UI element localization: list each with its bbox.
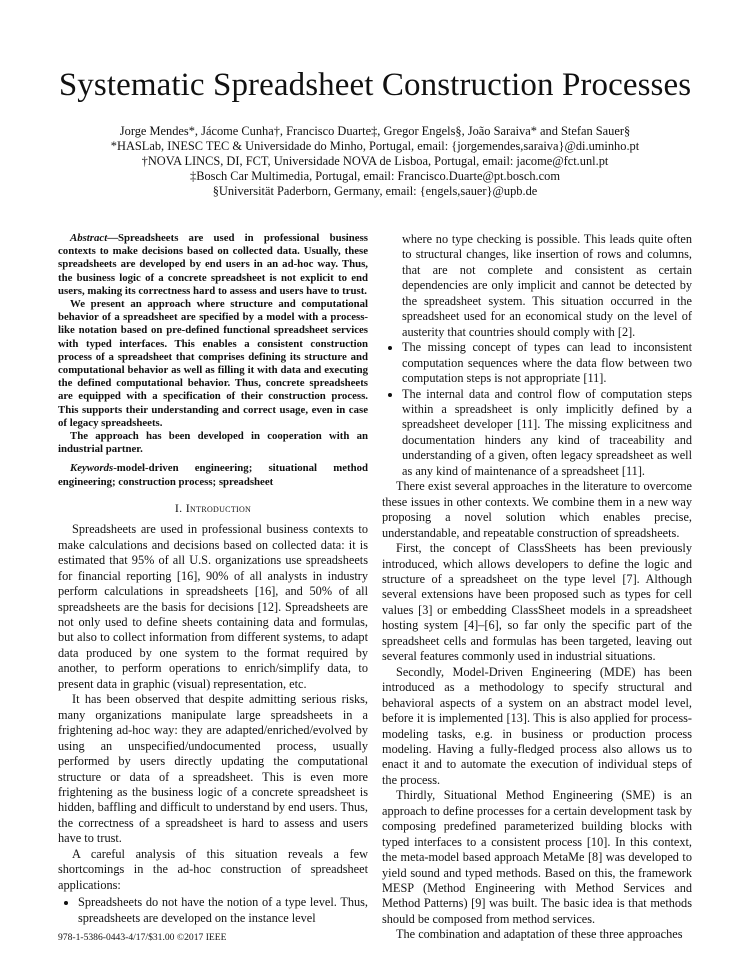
- body-paragraph-5: The combination and adaptation of these three approaches: [396, 927, 683, 942]
- body-paragraph-4: Thirdly, Situational Method Engineering (SME) is an approach to define processes for a certain development task by composing predefined parameterized building blocks with typed interfaces to a consistent process [10]. In this context, the meta-model based approach MetaMe [8] was developed to yield sound and typed methods. Based on this, the framework MESP (Method Engineering with Method Services and Method Patterns) [9] was built. The basic idea is that methods should be composed from method services.: [382, 788, 692, 926]
- abstract: [58, 232, 368, 456]
- list-item: • The missing concept of types can lead to inconsistent computation sequences where the data flow between two computation steps is not appropriate [11].: [402, 340, 692, 386]
- bullet-continuation: where no type checking is possible. This leads quite often to structural changes, like insertion of rows and columns, that are not complete and consistent as certain dependencies are only implicit and cannot be detected by the spreadsheet system. This situation occurred in the spreadsheet used for an economical study on the level of austerity that countries should comply with [2].: [402, 232, 692, 339]
- abstract-label: Abstract: [70, 232, 108, 244]
- affiliation-bosch: ‡Bosch Car Multimedia, Portugal, email: Francisco.Duarte@pt.bosch.com: [190, 169, 560, 183]
- keywords-label: Keywords: [70, 462, 114, 475]
- affiliation-nova: †NOVA LINCS, DI, FCT, Universidade NOVA de Lisboa, Portugal, email: jacome@fct.unl.pt: [141, 154, 609, 168]
- section-heading-introduction: I. Introduction: [174, 500, 252, 515]
- body-paragraph-3: Secondly, Model-Driven Engineering (MDE) has been introduced as a methodology to specify structural and behavioral aspects of a system on an abstract model level, before it is implemented [13]. This is also applied for process-modeling tasks, e.g. in business or production process modeling. Having a fully-fledged process also allows us to enact it and to automate the execution of individual steps of the process.: [382, 664, 692, 787]
- affiliation-paderborn: §Universität Paderborn, Germany, email: {engels,sauer}@upb.de: [212, 184, 538, 198]
- abstract-p2: We present an approach where structure and computational behavior of a spreadsheet are specified by a model with a process-like notation based on pre-defined functional spreadsheet services with typed interfaces. This enables a consistent construction process of a spreadsheet that comprises defining its structure and computational behavior as well as filling it with data and executing the defined computational behavior. Thus, concrete spreadsheets are equipped with a specification of their construction process. This supports their understanding and correct usage, even in case of legacy spreadsheets.: [58, 298, 368, 429]
- paper-title: Systematic Spreadsheet Construction Processes: [58, 67, 692, 103]
- intro-paragraph-2: It has been observed that despite admitting serious risks, many organizations manipulate large spreadsheets in a frightening ad-hoc way: they are adapted/enriched/evolved by using an unspecified/undocumented process, usually performed by users directly updating the computational structure or data of a spreadsheet. This is even more frightening as the business logic of a concrete spreadsheet is hidden, baffling and difficult to understand by end users. Thus, the correctness of a spreadsheet is hard to assess and users have to trust.: [58, 692, 368, 846]
- body-paragraph-1: There exist several approaches in the literature to overcome these issues in other contexts. We combine them in a new way proposing a novel solution which enables precise, understandable, and repeatable construction of spreadsheets.: [382, 479, 692, 540]
- keywords-text: -model-driven engineering; situational method engineering; construction process; spreadsheet: [58, 462, 368, 488]
- shortcomings-list-cont: [382, 340, 692, 479]
- intro-paragraph-3: A careful analysis of this situation reveals a few shortcomings in the ad-hoc construction of spreadsheet applications:: [58, 846, 368, 892]
- abstract-p1: [58, 232, 368, 298]
- author-block: [0, 124, 750, 199]
- affiliation-haslab: *HASLab, INESC TEC & Universidade do Minho, Portugal, email: {jorgemendes,saraiva}@di.uminho.pt: [110, 139, 640, 153]
- intro-paragraph-1: Spreadsheets are used in professional business contexts to make calculations and decisions based on collected data: it is estimated that 95% of all U.S. organizations use spreadsheets for financial reporting [16], 90% of all analysts in industry perform calculations in spreadsheets [16], and 50% of all spreadsheets are the basis for decisions [12]. Spreadsheets are not only used to define sheets containing data and formulas, but also to collect information from different systems, to adapt data produced by one system to the format required by another, to perform operations to enrich/simplify data, to present data in graphic (visual) representation, etc.: [58, 522, 368, 691]
- abstract-p3: The approach has been developed in cooperation with an industrial partner.: [58, 430, 368, 456]
- copyright-footer: 978-1-5386-0443-4/17/$31.00 ©2017 IEEE: [58, 932, 227, 943]
- list-item: • Spreadsheets do not have the notion of a type level. Thus, spreadsheets are developed on the instance level: [78, 895, 368, 926]
- abstract-text-1: —Spreadsheets are used in professional business contexts to make decisions based on collected data. Usually, these spreadsheets are developed by end users in an ad-hoc way. Thus, the business logic of a concrete spreadsheet is not explicit to end users, making its correctness hard to assess and users have to trust.: [58, 232, 368, 297]
- shortcomings-list: [58, 895, 368, 926]
- list-item: • The internal data and control flow of computation steps within a spreadsheet is only implicitly defined by a spreadsheet developer [11]. The missing explicitness and documentation hinders any kind of traceability and understanding of a given, often legacy spreadsheet as well as any kind of maintenance of a spreadsheet [11].: [402, 387, 692, 480]
- keywords: [58, 462, 368, 488]
- author-names: Jorge Mendes*, Jácome Cunha†, Francisco Duarte‡, Gregor Engels§, João Saraiva* and Stefan Sauer§: [119, 124, 631, 138]
- right-column: [382, 232, 692, 943]
- body-paragraph-2: First, the concept of ClassSheets has been previously introduced, which allows developers to define the logic and structure of a spreadsheet on the type level [7]. Although several extensions have been proposed such as types for cell values [3] or embedding ClassSheet models in a spreadsheet hosting system [4]–[6], so far only the specific part of the spreadsheet cells and formulas has been targeted, leaving out several features commonly used in industrial situations.: [382, 541, 692, 664]
- left-column: [58, 232, 368, 926]
